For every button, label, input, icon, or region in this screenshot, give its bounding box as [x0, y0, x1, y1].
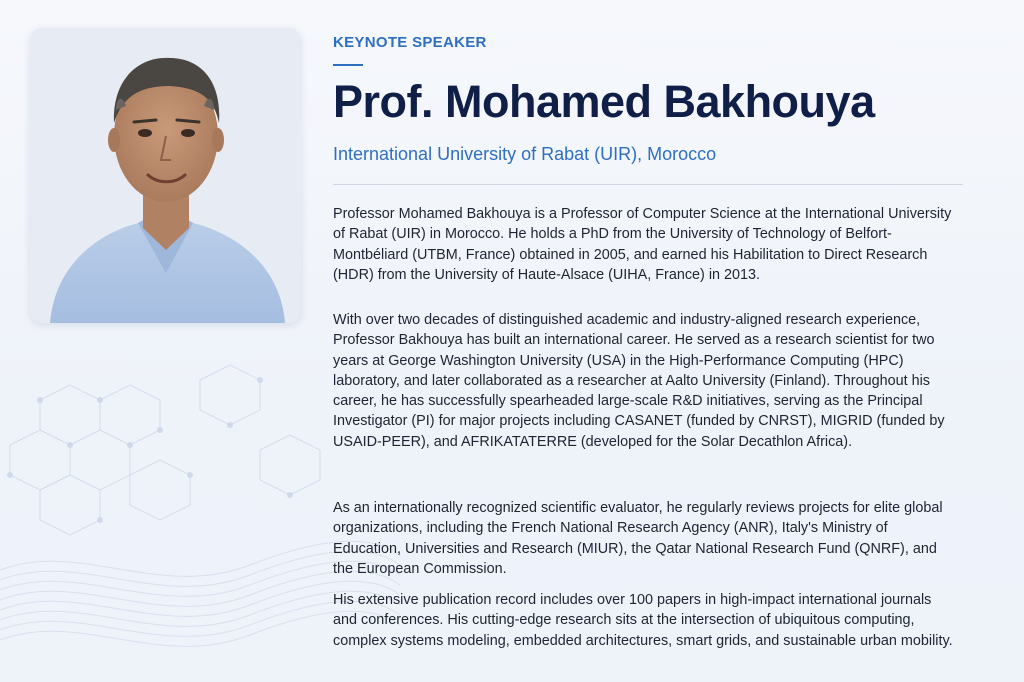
bio-paragraph: As an internationally recognized scientific evaluator, he regularly reviews projects for elite global organizations, including the French National Research Agency (ANR), Italy's Ministry of Education, Universities and Research (MIUR), the Qatar National Research Fund (QNRF), and the European Commission.	[333, 500, 943, 577]
speaker-photo	[30, 28, 301, 323]
bio-paragraph: Professor Mohamed Bakhouya is a Professor of Computer Science at the International University of Rabat (UIR) in Morocco. He holds a PhD from the University of Technology of Belfort-Montbéliard (UTBM, France) obtained in 2005, and earned his Habilitation to Direct Research (HDR) from the University of Haute-Alsace (UIHA, France) in 2013.	[333, 206, 952, 283]
bio-paragraph: With over two decades of distinguished academic and industry-aligned research experience, Professor Bakhouya has built an international career. He served as a research scientist for two years at George Washington University (USA) in the High-Performance Computing (HPC) laboratory, and later collaborated as a researcher at Aalto University (Finland). Throughout his career, he has successfully spearheaded large-scale R&D initiatives, serving as the Principal Investigator (PI) for major projects including CASANET (funded by CNRST), MIGRID (funded by USAID-PEER), and AFRIKATATERRE (developed for the Solar Decathlon Africa).	[333, 312, 945, 450]
speaker-name: Prof. Mohamed Bakhouya	[333, 76, 875, 127]
section-label: KEYNOTE SPEAKER	[333, 34, 487, 51]
speaker-affiliation: International University of Rabat (UIR), Morocco	[333, 144, 717, 164]
accent-rule	[333, 64, 363, 66]
bio-paragraph: His extensive publication record includes over 100 papers in high-impact international journals and conferences. His cutting-edge research sits at the intersection of ubiquitous computing, complex systems modeling, embedded architectures, smart grids, and sustainable urban mobility.	[333, 592, 953, 649]
portrait-image	[30, 28, 301, 323]
divider	[333, 184, 963, 185]
